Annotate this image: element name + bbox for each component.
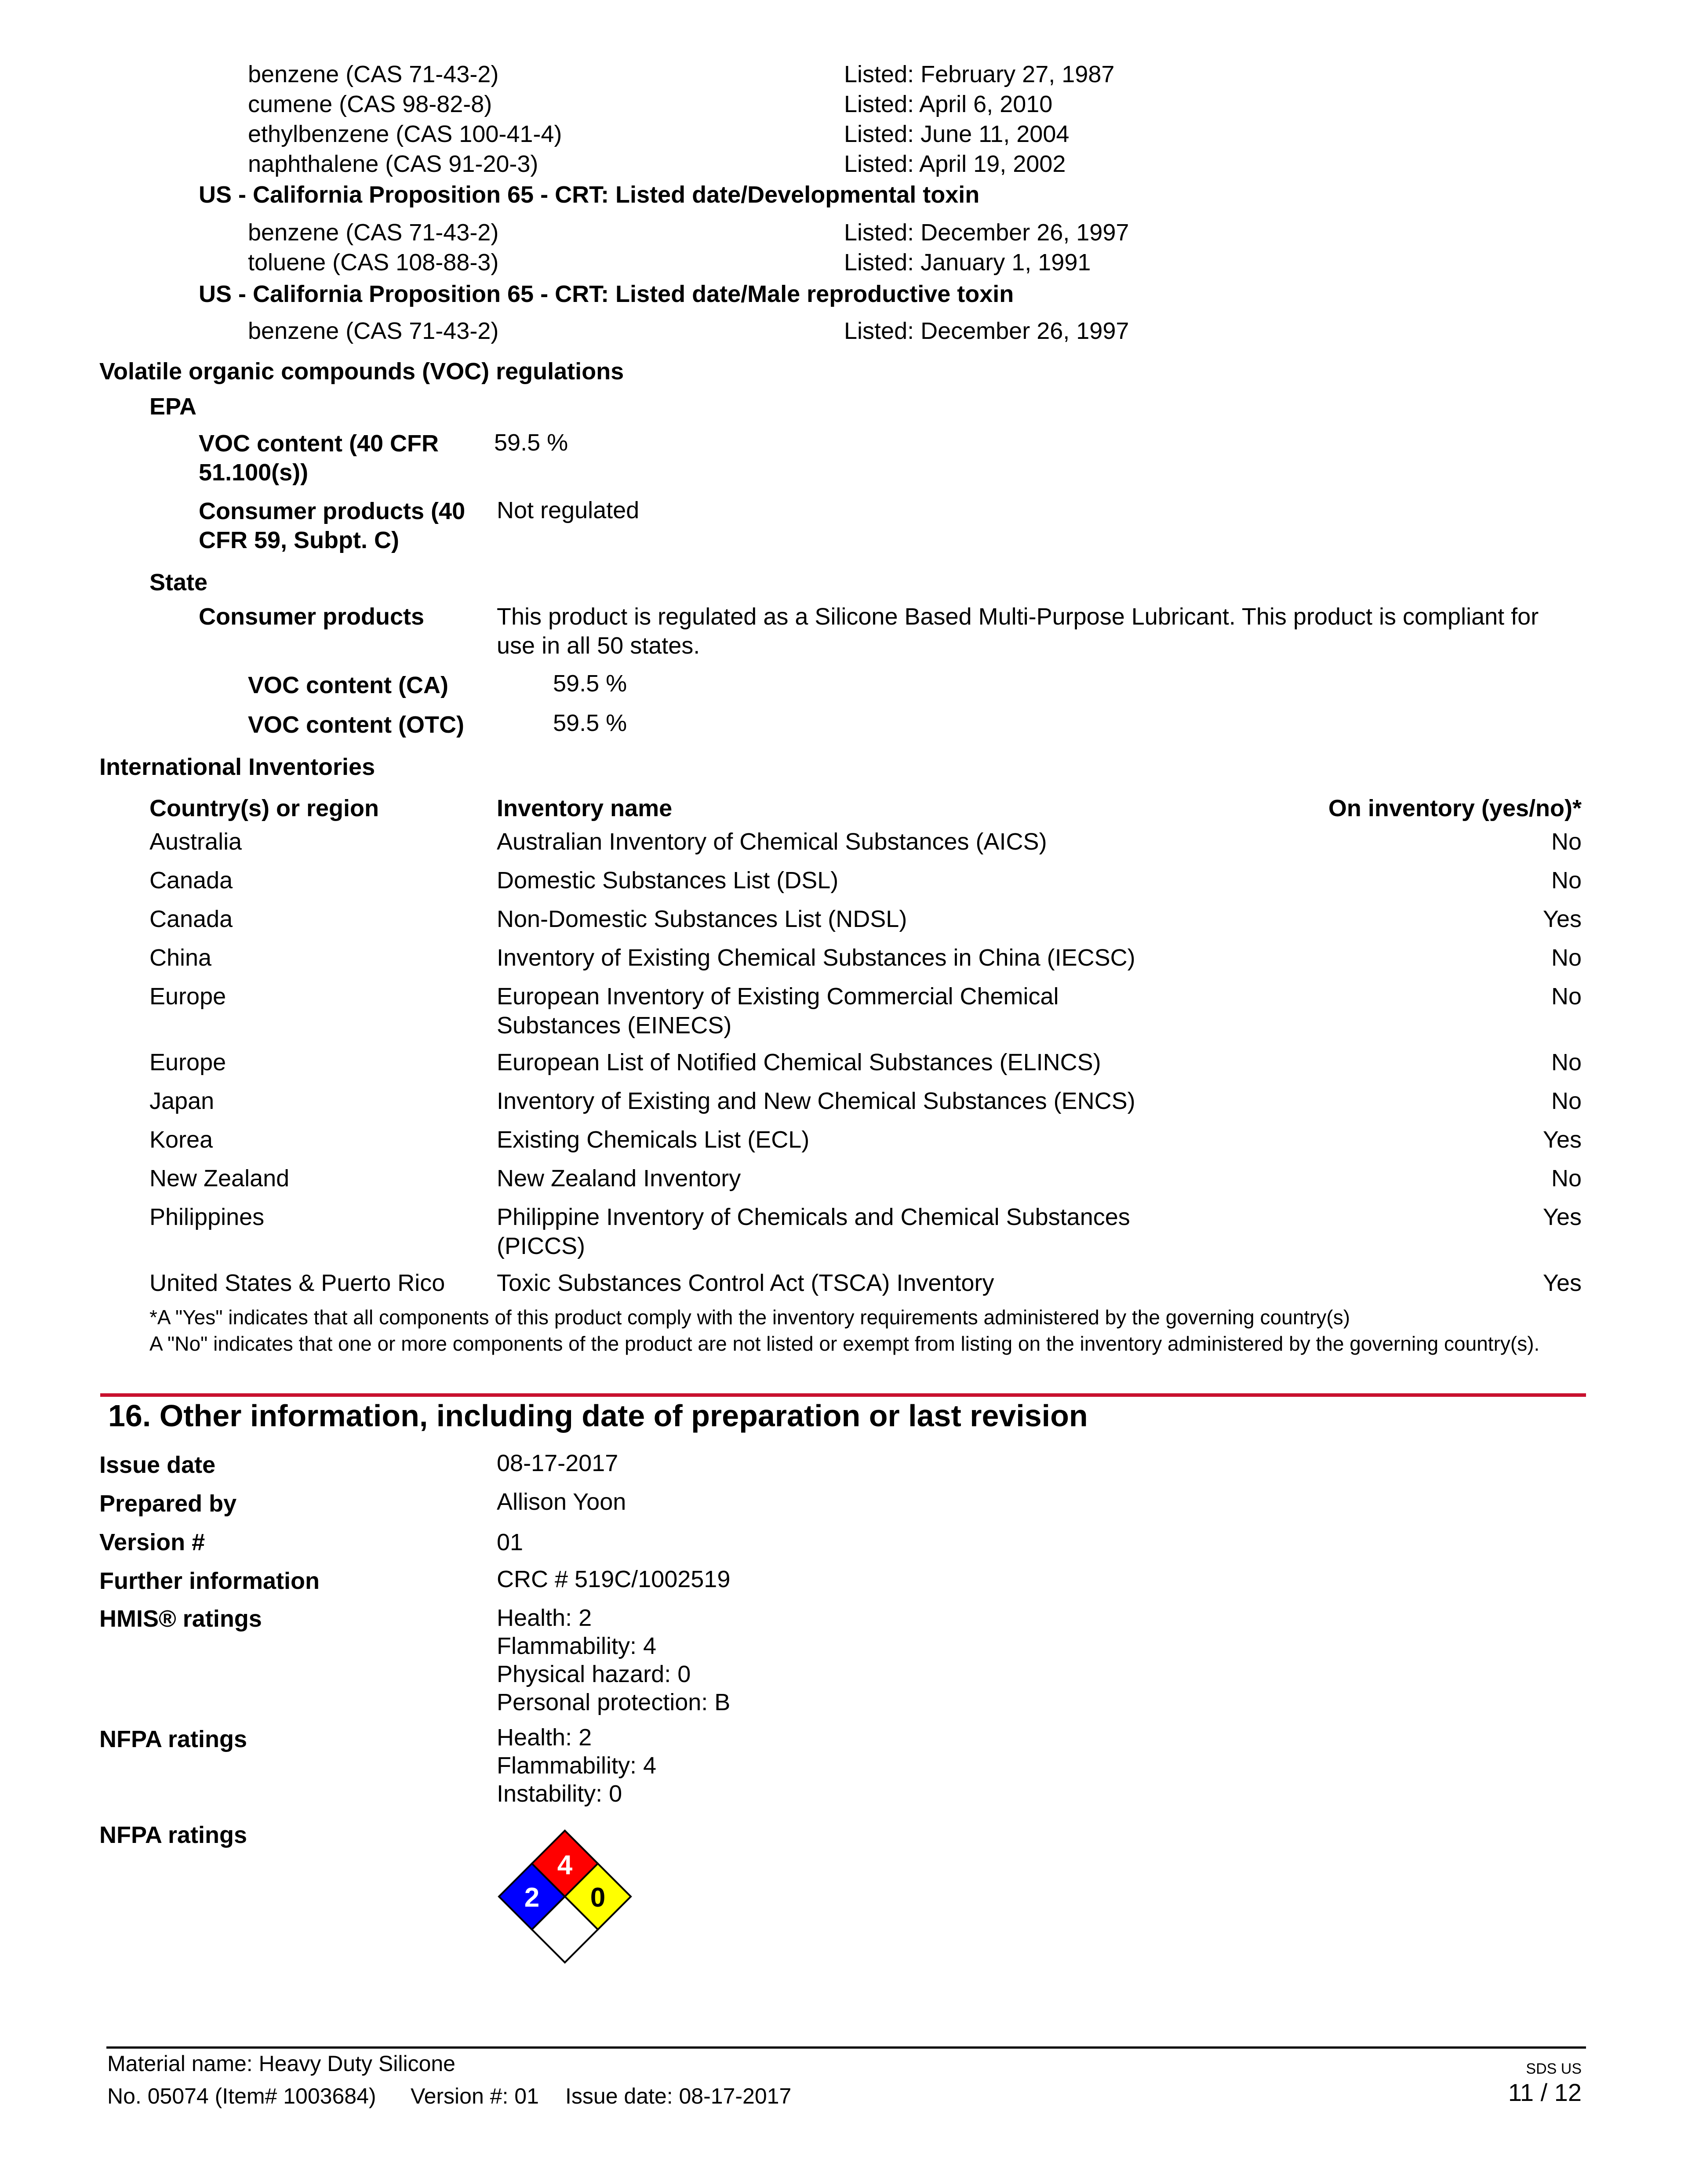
on-inventory-cell: Yes — [1542, 1204, 1582, 1230]
section-divider — [100, 1393, 1586, 1397]
inventory-cell: Inventory of Existing and New Chemical Substances (ENCS) — [497, 1088, 1135, 1114]
consumer-products-value: Not regulated — [497, 497, 640, 523]
on-inventory-cell: Yes — [1542, 1270, 1582, 1296]
on-inventory-cell: No — [1551, 983, 1582, 1010]
inventory-cell: Non-Domestic Substances List (NDSL) — [497, 906, 907, 932]
developmental-heading: US - California Proposition 65 - CRT: Listed date/Developmental toxin — [199, 182, 980, 208]
inventory-cell: Domestic Substances List (DSL) — [497, 867, 839, 894]
further-info-value: CRC # 519C/1002519 — [497, 1566, 731, 1592]
country-cell: China — [149, 945, 212, 971]
listed-date: Listed: April 6, 2010 — [844, 91, 1053, 117]
listed-date: Listed: January 1, 1991 — [844, 249, 1091, 276]
further-info-label: Further information — [99, 1568, 320, 1594]
country-cell: Canada — [149, 906, 233, 932]
nfpa-diamond — [492, 1824, 637, 1969]
nfpa-instability: Instability: 0 — [497, 1781, 622, 1807]
inventory-cell: Existing Chemicals List (ECL) — [497, 1127, 810, 1153]
inventory-note-yes: *A "Yes" indicates that all components of this product comply with the inventory requirements administered by the governing country(s) — [149, 1306, 1350, 1329]
hmis-health: Health: 2 — [497, 1605, 592, 1631]
inventories-heading: International Inventories — [99, 754, 375, 780]
state-consumer-label: Consumer products — [199, 603, 425, 630]
nfpa-flammability: Flammability: 4 — [497, 1752, 657, 1779]
voc-ca-value: 59.5 % — [553, 670, 627, 697]
on-inventory-cell: Yes — [1542, 1127, 1582, 1153]
on-inventory-cell: No — [1551, 829, 1582, 855]
footer-sds-us: SDS US — [1526, 2060, 1582, 2077]
inventory-cell: Inventory of Existing Chemical Substances in China (IECSC) — [497, 945, 1135, 971]
male-repro-heading: US - California Proposition 65 - CRT: Listed date/Male reproductive toxin — [199, 281, 1014, 307]
country-cell: Australia — [149, 829, 242, 855]
nfpa-health-value: 2 — [524, 1882, 540, 1913]
country-cell: Europe — [149, 983, 226, 1010]
chem-name: benzene (CAS 71-43-2) — [248, 61, 499, 87]
country-cell: Korea — [149, 1127, 213, 1153]
footer-number: No. 05074 (Item# 1003684) — [107, 2084, 376, 2108]
nfpa-health: Health: 2 — [497, 1724, 592, 1751]
hmis-physical-hazard: Physical hazard: 0 — [497, 1661, 691, 1687]
hmis-personal-protection: Personal protection: B — [497, 1689, 731, 1715]
chem-name: benzene (CAS 71-43-2) — [248, 219, 499, 246]
voc-content-value: 59.5 % — [494, 429, 568, 456]
inventory-cell: Toxic Substances Control Act (TSCA) Inventory — [497, 1270, 994, 1296]
footer-material-name: Material name: Heavy Duty Silicone — [107, 2051, 455, 2076]
on-inventory-cell: Yes — [1542, 906, 1582, 932]
nfpa-instability-value: 0 — [590, 1882, 606, 1913]
inventory-cell: European List of Notified Chemical Substances (ELINCS) — [497, 1049, 1101, 1076]
inventory-cell: Philippine Inventory of Chemicals and Chemical Substances (PICCS) — [497, 1204, 1130, 1259]
voc-heading: Volatile organic compounds (VOC) regulations — [99, 358, 624, 385]
hmis-label: HMIS® ratings — [99, 1606, 262, 1632]
hmis-flammability: Flammability: 4 — [497, 1633, 657, 1659]
country-cell: Japan — [149, 1088, 215, 1114]
on-inventory-cell: No — [1551, 1049, 1582, 1076]
version-label: Version # — [99, 1529, 205, 1555]
on-inventory-cell: No — [1551, 1165, 1582, 1192]
listed-date: Listed: June 11, 2004 — [844, 121, 1070, 147]
issue-date-label: Issue date — [99, 1452, 216, 1478]
chem-name: benzene (CAS 71-43-2) — [248, 318, 499, 344]
prepared-by-value: Allison Yoon — [497, 1489, 626, 1515]
chem-name: cumene (CAS 98-82-8) — [248, 91, 492, 117]
inventory-cell: Australian Inventory of Chemical Substances (AICS) — [497, 829, 1047, 855]
on-inventory-cell: No — [1551, 1088, 1582, 1114]
col-on-inventory-header: On inventory (yes/no)* — [1328, 795, 1582, 821]
country-cell: New Zealand — [149, 1165, 290, 1192]
chem-name: toluene (CAS 108-88-3) — [248, 249, 499, 276]
section-16-title: 16. Other information, including date of preparation or last revision — [108, 1399, 1088, 1433]
country-cell: Canada — [149, 867, 233, 894]
consumer-products-label: Consumer products (40 CFR 59, Subpt. C) — [199, 498, 466, 553]
voc-content-label: VOC content (40 CFR 51.100(s)) — [199, 430, 439, 486]
footer-rule — [106, 2046, 1586, 2049]
nfpa-flammability-value: 4 — [557, 1850, 573, 1880]
on-inventory-cell: No — [1551, 945, 1582, 971]
nfpa-diagram-label: NFPA ratings — [99, 1822, 247, 1848]
version-value: 01 — [497, 1529, 524, 1555]
country-cell: United States & Puerto Rico — [149, 1270, 445, 1296]
voc-otc-value: 59.5 % — [553, 710, 627, 736]
nfpa-label: NFPA ratings — [99, 1726, 247, 1752]
footer-version: Version #: 01 — [411, 2084, 539, 2108]
state-consumer-value: This product is regulated as a Silicone Based Multi-Purpose Lubricant. This product is compliant for use in all 50 states. — [497, 603, 1539, 659]
footer-issue-date: Issue date: 08-17-2017 — [565, 2084, 792, 2108]
footer-page-number: 11 / 12 — [1508, 2079, 1582, 2106]
issue-date-value: 08-17-2017 — [497, 1450, 618, 1476]
inventory-cell: New Zealand Inventory — [497, 1165, 741, 1192]
state-label: State — [149, 569, 208, 596]
on-inventory-cell: No — [1551, 867, 1582, 894]
col-inventory-header: Inventory name — [497, 795, 673, 821]
voc-ca-label: VOC content (CA) — [248, 672, 448, 698]
chem-name: naphthalene (CAS 91-20-3) — [248, 151, 538, 177]
listed-date: Listed: April 19, 2002 — [844, 151, 1066, 177]
country-cell: Europe — [149, 1049, 226, 1076]
country-cell: Philippines — [149, 1204, 265, 1230]
inventory-note-no: A "No" indicates that one or more components of the product are not listed or exempt from listing on the inventory administered by the governing country(s). — [149, 1332, 1540, 1355]
listed-date: Listed: February 27, 1987 — [844, 61, 1115, 87]
listed-date: Listed: December 26, 1997 — [844, 318, 1129, 344]
inventory-cell: European Inventory of Existing Commercial Chemical Substances (EINECS) — [497, 983, 1059, 1039]
epa-label: EPA — [149, 393, 197, 420]
col-country-header: Country(s) or region — [149, 795, 379, 821]
voc-otc-label: VOC content (OTC) — [248, 712, 464, 738]
listed-date: Listed: December 26, 1997 — [844, 219, 1129, 246]
prepared-by-label: Prepared by — [99, 1490, 237, 1517]
chem-name: ethylbenzene (CAS 100-41-4) — [248, 121, 562, 147]
